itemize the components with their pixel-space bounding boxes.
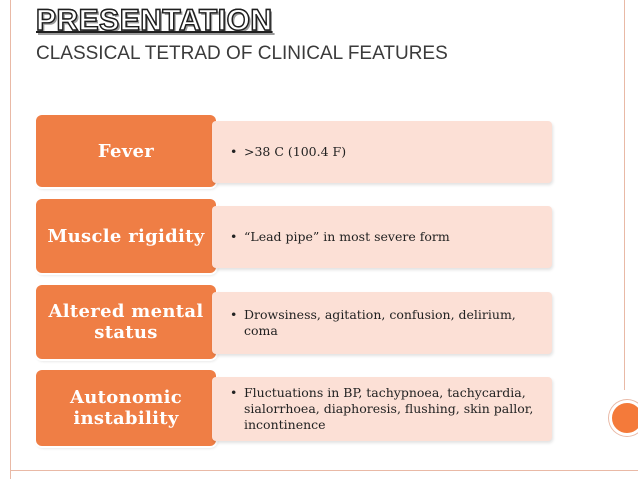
feature-label: Muscle rigidity [47, 225, 205, 247]
feature-detail-box [212, 292, 552, 354]
feature-label: Autonomic instability [69, 387, 182, 429]
feature-label-box [36, 115, 216, 187]
feature-detail [212, 229, 536, 245]
feature-detail [212, 307, 536, 339]
bullet-marker: • [230, 229, 238, 244]
feature-label-box [36, 370, 216, 446]
feature-detail-text: “Lead pipe” in most severe form [244, 229, 450, 244]
decorative-circle [609, 400, 638, 436]
feature-detail-text: Drowsiness, agitation, confusion, delirium, coma [244, 307, 516, 338]
feature-label: Fever [97, 140, 155, 162]
feature-detail-text: Fluctuations in BP, tachypnoea, tachycardia, sialorrhoea, diaphoresis, flushing, skin pallor, incontinence [244, 385, 534, 432]
feature-label-box [36, 199, 216, 273]
feature-detail [212, 144, 536, 160]
bullet-marker: • [230, 144, 238, 159]
feature-detail-box [212, 377, 552, 441]
bullet-marker: • [230, 307, 238, 322]
frame-left-line [10, 0, 11, 479]
bullet-marker: • [230, 385, 238, 400]
feature-label-box [36, 285, 216, 359]
feature-detail [212, 385, 536, 433]
frame-right-line [624, 0, 625, 390]
feature-detail-box [212, 121, 552, 183]
slide-subtitle: CLASSICAL TETRAD OF CLINICAL FEATURES [36, 43, 448, 64]
frame-bottom-line [10, 470, 638, 471]
feature-detail-box [212, 206, 552, 268]
feature-label: Altered mental status [48, 301, 204, 343]
slide-title: PRESENTATION [36, 4, 273, 37]
feature-detail-text: >38 C (100.4 F) [244, 144, 347, 159]
